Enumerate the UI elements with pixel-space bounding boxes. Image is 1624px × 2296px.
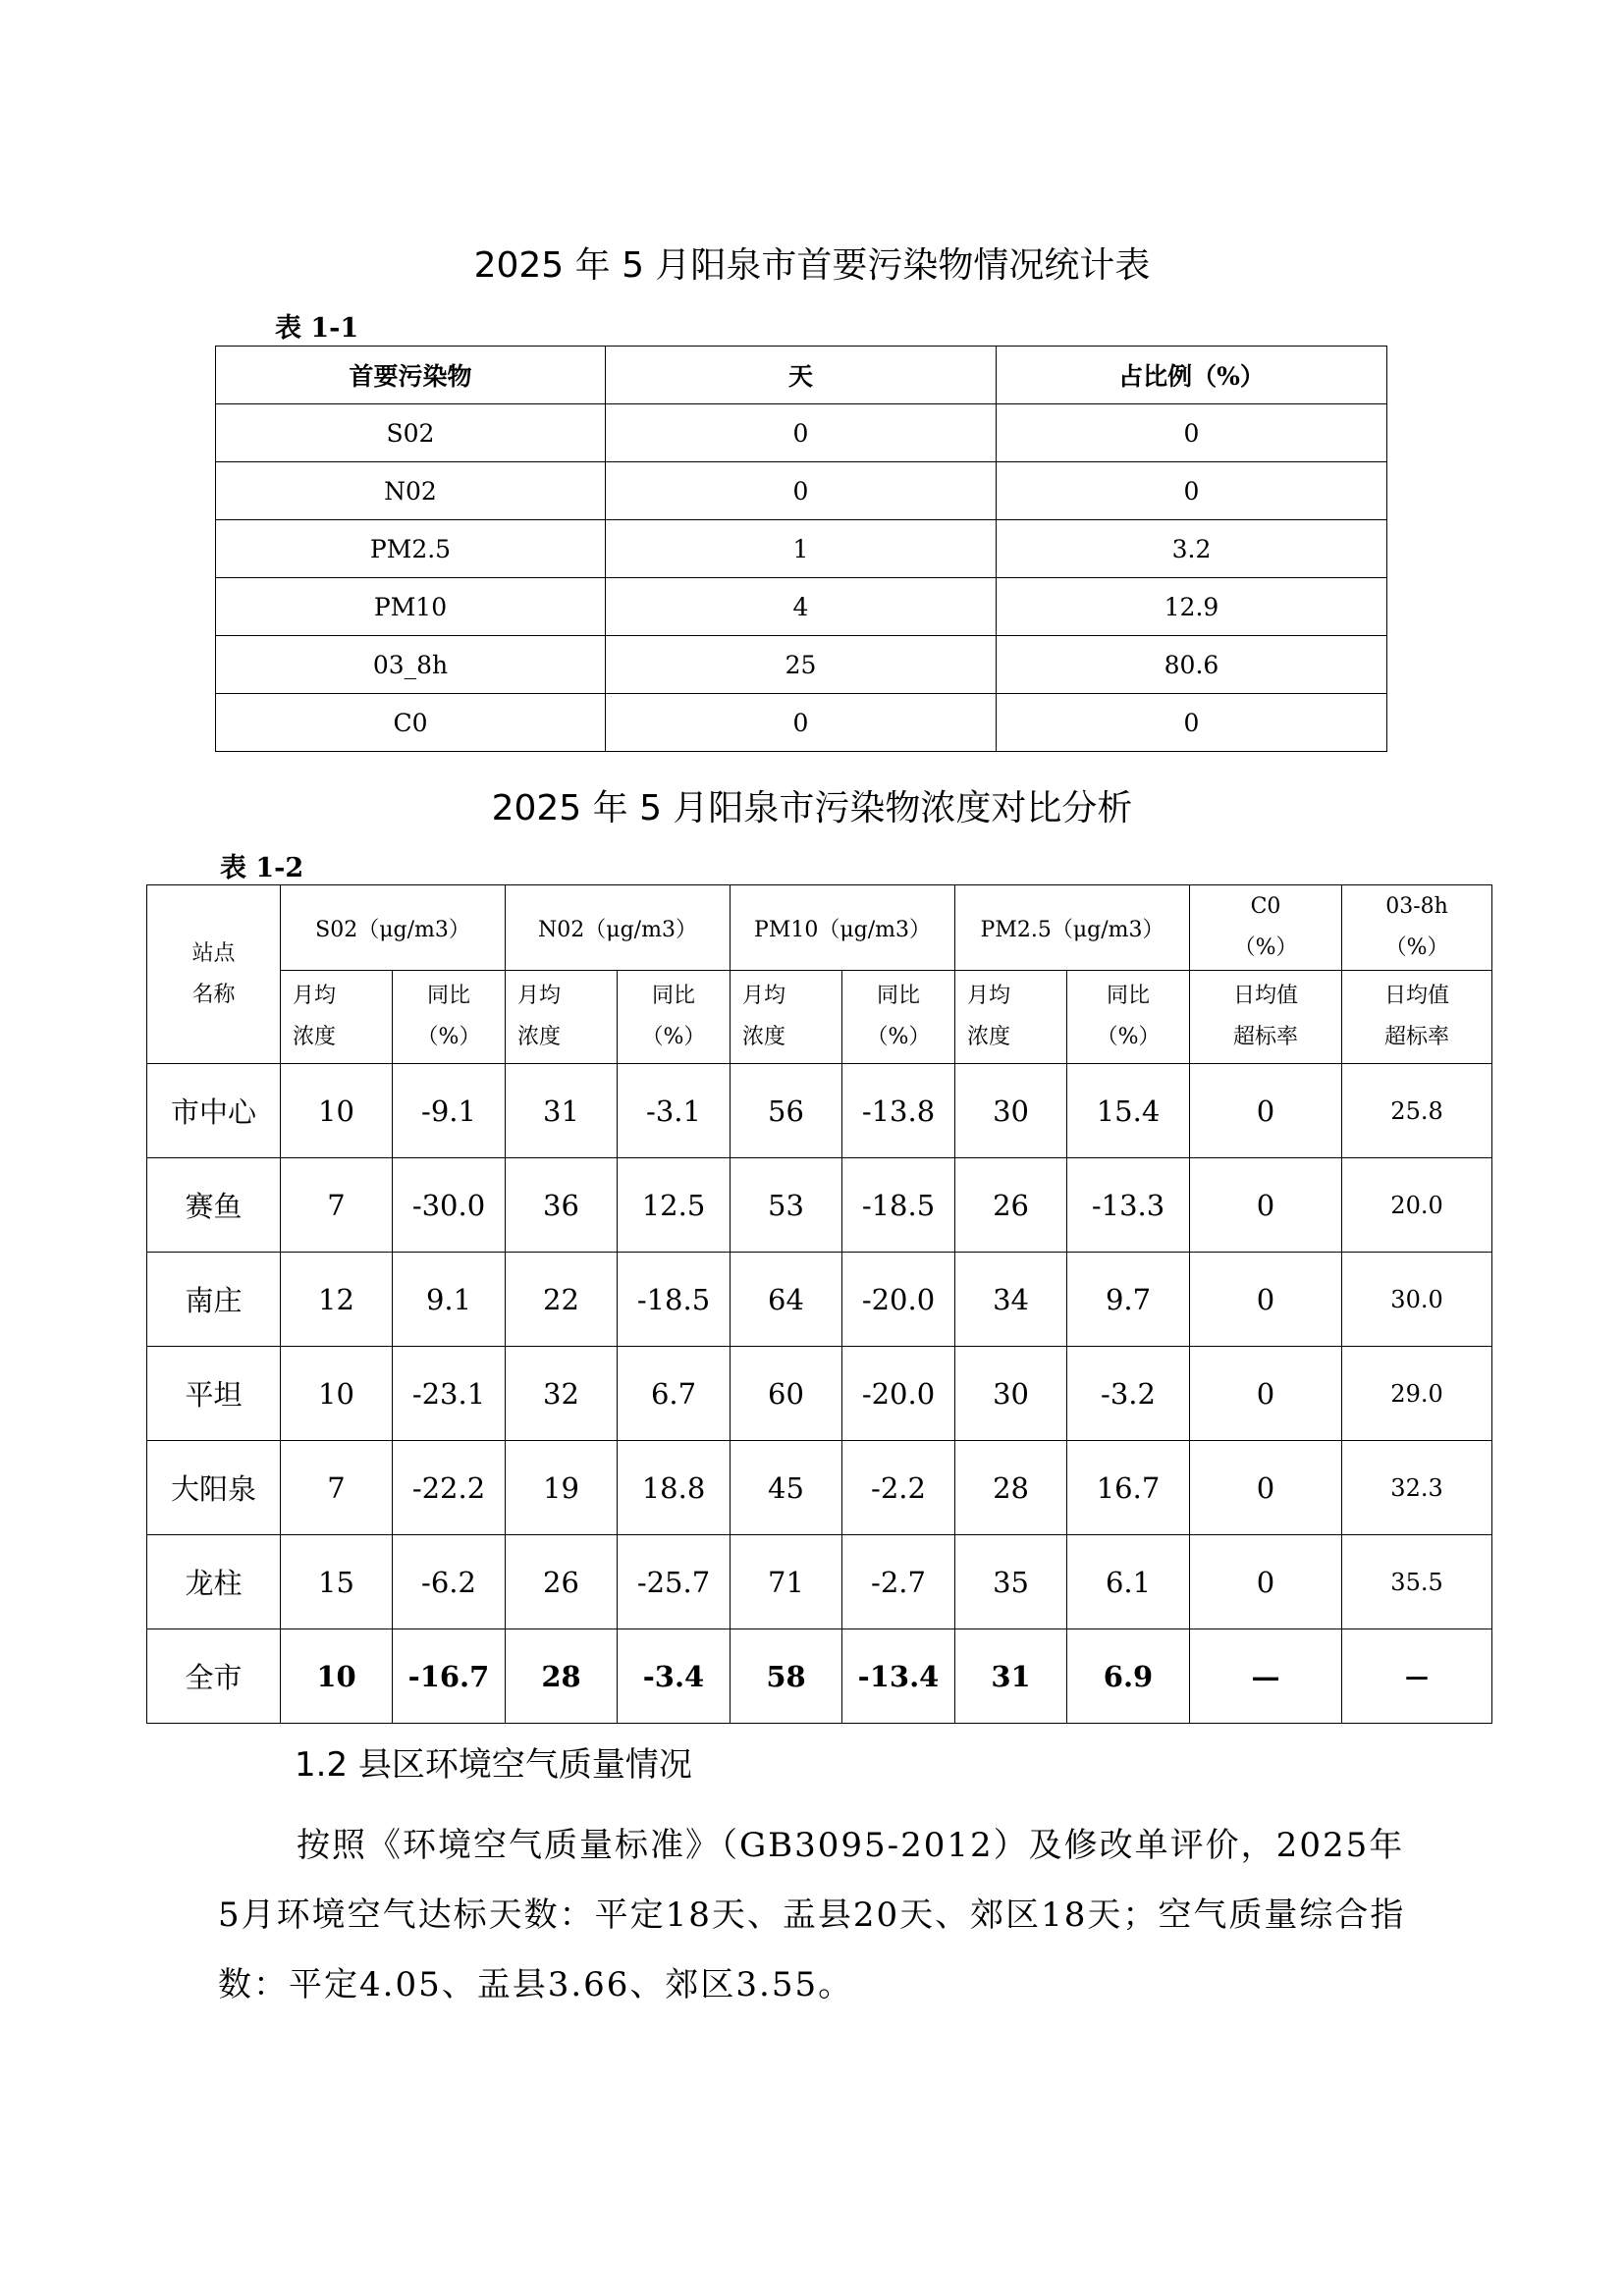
primary-pollutant-table (215, 346, 1387, 752)
cell-ratio: 3.2 (997, 520, 1387, 578)
o3-exceed: 35.5 (1342, 1535, 1492, 1629)
pm25-avg: 35 (955, 1535, 1067, 1629)
co-exceed: 0 (1190, 1347, 1342, 1441)
so2-yoy: 9.1 (393, 1253, 506, 1347)
so2-yoy: -23.1 (393, 1347, 506, 1441)
cell-pollutant: 03_8h (216, 636, 606, 694)
table-header-row (147, 885, 1492, 971)
pm10-yoy: -13.4 (842, 1629, 955, 1724)
station-name: 大阳泉 (147, 1441, 281, 1535)
subheader-yoy: 同比 （%） (393, 971, 506, 1064)
table-row (147, 1253, 1492, 1347)
header-ratio: 占比例（%） (997, 347, 1387, 404)
header-co: C0 （%） (1190, 885, 1342, 971)
header-so2: S02（μg/m3） (281, 885, 506, 971)
cell-days: 25 (606, 636, 997, 694)
pm25-avg: 28 (955, 1441, 1067, 1535)
pm10-avg: 71 (731, 1535, 842, 1629)
cell-pollutant: PM2.5 (216, 520, 606, 578)
header-station: 站点 名称 (147, 885, 281, 1064)
co-exceed: 0 (1190, 1441, 1342, 1535)
so2-avg: 10 (281, 1347, 393, 1441)
subheader-yoy: 同比 （%） (618, 971, 731, 1064)
pm25-avg: 26 (955, 1158, 1067, 1253)
table2-title: 2025 年 5 月阳泉市污染物浓度对比分析 (491, 788, 1133, 828)
so2-avg: 15 (281, 1535, 393, 1629)
pm10-avg: 58 (731, 1629, 842, 1724)
so2-avg: 10 (281, 1629, 393, 1724)
pm25-yoy: -3.2 (1067, 1347, 1190, 1441)
cell-days: 0 (606, 404, 997, 462)
pm25-yoy: 15.4 (1067, 1064, 1190, 1158)
pm25-yoy: -13.3 (1067, 1158, 1190, 1253)
station-name: 市中心 (147, 1064, 281, 1158)
subheader-yoy: 同比 （%） (842, 971, 955, 1064)
subheader-avg: 月均 浓度 (955, 971, 1067, 1064)
station-name: 全市 (147, 1629, 281, 1724)
table-row (216, 404, 1387, 462)
no2-avg: 26 (506, 1535, 618, 1629)
cell-ratio: 12.9 (997, 578, 1387, 636)
header-pm25: PM2.5（μg/m3） (955, 885, 1190, 971)
no2-yoy: 18.8 (618, 1441, 731, 1535)
total-row (147, 1629, 1492, 1724)
co-exceed: 0 (1190, 1158, 1342, 1253)
station-name: 南庄 (147, 1253, 281, 1347)
no2-avg: 22 (506, 1253, 618, 1347)
table-row (147, 1064, 1492, 1158)
pm10-avg: 64 (731, 1253, 842, 1347)
pm25-avg: 30 (955, 1347, 1067, 1441)
no2-avg: 36 (506, 1158, 618, 1253)
pm10-yoy: -2.2 (842, 1441, 955, 1535)
cell-pollutant: N02 (216, 462, 606, 520)
table-row (216, 694, 1387, 752)
no2-yoy: -25.7 (618, 1535, 731, 1629)
subheader-avg: 月均 浓度 (731, 971, 842, 1064)
so2-yoy: -30.0 (393, 1158, 506, 1253)
pm25-yoy: 6.1 (1067, 1535, 1190, 1629)
o3-exceed: 25.8 (1342, 1064, 1492, 1158)
no2-avg: 32 (506, 1347, 618, 1441)
no2-avg: 28 (506, 1629, 618, 1724)
pm25-yoy: 6.9 (1067, 1629, 1190, 1724)
cell-ratio: 0 (997, 404, 1387, 462)
cell-ratio: 0 (997, 694, 1387, 752)
station-name: 平坦 (147, 1347, 281, 1441)
concentration-comparison-table (146, 884, 1492, 1724)
co-exceed: 0 (1190, 1064, 1342, 1158)
subheader-avg: 月均 浓度 (281, 971, 393, 1064)
cell-days: 1 (606, 520, 997, 578)
o3-exceed: 32.3 (1342, 1441, 1492, 1535)
co-exceed: 0 (1190, 1535, 1342, 1629)
pm25-avg: 31 (955, 1629, 1067, 1724)
pm25-avg: 30 (955, 1064, 1067, 1158)
pm10-yoy: -13.8 (842, 1064, 955, 1158)
section-paragraph: 按照《环境空气质量标准》（GB3095-2012）及修改单评价，2025年5月环境空气达标天数：平定18天、盂县20天、郊区18天；空气质量综合指数：平定4.05、盂县3.66、郊区3.55。 (218, 1826, 1406, 2004)
section-heading: 1.2 县区环境空气质量情况 (295, 1745, 692, 1785)
cell-days: 0 (606, 694, 997, 752)
pm10-yoy: -18.5 (842, 1158, 955, 1253)
pm10-yoy: -20.0 (842, 1347, 955, 1441)
header-days: 天 (606, 347, 997, 404)
table-subheader-row (147, 971, 1492, 1064)
table1-tag: 表 1-1 (275, 313, 359, 344)
o3-exceed: 20.0 (1342, 1158, 1492, 1253)
subheader-avg: 月均 浓度 (506, 971, 618, 1064)
no2-yoy: -3.4 (618, 1629, 731, 1724)
pm10-avg: 56 (731, 1064, 842, 1158)
header-o3: 03-8h （%） (1342, 885, 1492, 971)
pm10-avg: 60 (731, 1347, 842, 1441)
table-row (216, 578, 1387, 636)
pm25-avg: 34 (955, 1253, 1067, 1347)
header-no2: N02（μg/m3） (506, 885, 731, 971)
co-exceed: — (1190, 1629, 1342, 1724)
table-header-row (216, 347, 1387, 404)
station-name: 赛鱼 (147, 1158, 281, 1253)
so2-yoy: -22.2 (393, 1441, 506, 1535)
co-exceed: 0 (1190, 1253, 1342, 1347)
subheader-exceed: 日均值 超标率 (1342, 971, 1492, 1064)
so2-yoy: -9.1 (393, 1064, 506, 1158)
subheader-exceed: 日均值 超标率 (1190, 971, 1342, 1064)
pm10-yoy: -20.0 (842, 1253, 955, 1347)
header-pollutant: 首要污染物 (216, 347, 606, 404)
pm25-yoy: 9.7 (1067, 1253, 1190, 1347)
cell-ratio: 80.6 (997, 636, 1387, 694)
table-row (147, 1158, 1492, 1253)
header-pm10: PM10（μg/m3） (731, 885, 955, 971)
no2-yoy: -18.5 (618, 1253, 731, 1347)
table-row (147, 1347, 1492, 1441)
cell-days: 4 (606, 578, 997, 636)
pm10-avg: 45 (731, 1441, 842, 1535)
so2-avg: 12 (281, 1253, 393, 1347)
no2-yoy: 12.5 (618, 1158, 731, 1253)
so2-avg: 7 (281, 1441, 393, 1535)
cell-pollutant: C0 (216, 694, 606, 752)
station-name: 龙柱 (147, 1535, 281, 1629)
cell-pollutant: PM10 (216, 578, 606, 636)
subheader-yoy: 同比 （%） (1067, 971, 1190, 1064)
table2-tag: 表 1-2 (220, 853, 304, 883)
table-row (216, 520, 1387, 578)
so2-avg: 10 (281, 1064, 393, 1158)
cell-pollutant: S02 (216, 404, 606, 462)
so2-yoy: -16.7 (393, 1629, 506, 1724)
table-row (216, 462, 1387, 520)
cell-days: 0 (606, 462, 997, 520)
table1-title: 2025 年 5 月阳泉市首要污染物情况统计表 (473, 245, 1151, 286)
o3-exceed: — (1342, 1629, 1492, 1724)
o3-exceed: 30.0 (1342, 1253, 1492, 1347)
table-row (216, 636, 1387, 694)
no2-yoy: 6.7 (618, 1347, 731, 1441)
cell-ratio: 0 (997, 462, 1387, 520)
o3-exceed: 29.0 (1342, 1347, 1492, 1441)
pm25-yoy: 16.7 (1067, 1441, 1190, 1535)
no2-avg: 19 (506, 1441, 618, 1535)
table-row (147, 1535, 1492, 1629)
no2-yoy: -3.1 (618, 1064, 731, 1158)
pm10-yoy: -2.7 (842, 1535, 955, 1629)
so2-yoy: -6.2 (393, 1535, 506, 1629)
table-row (147, 1441, 1492, 1535)
no2-avg: 31 (506, 1064, 618, 1158)
so2-avg: 7 (281, 1158, 393, 1253)
pm10-avg: 53 (731, 1158, 842, 1253)
